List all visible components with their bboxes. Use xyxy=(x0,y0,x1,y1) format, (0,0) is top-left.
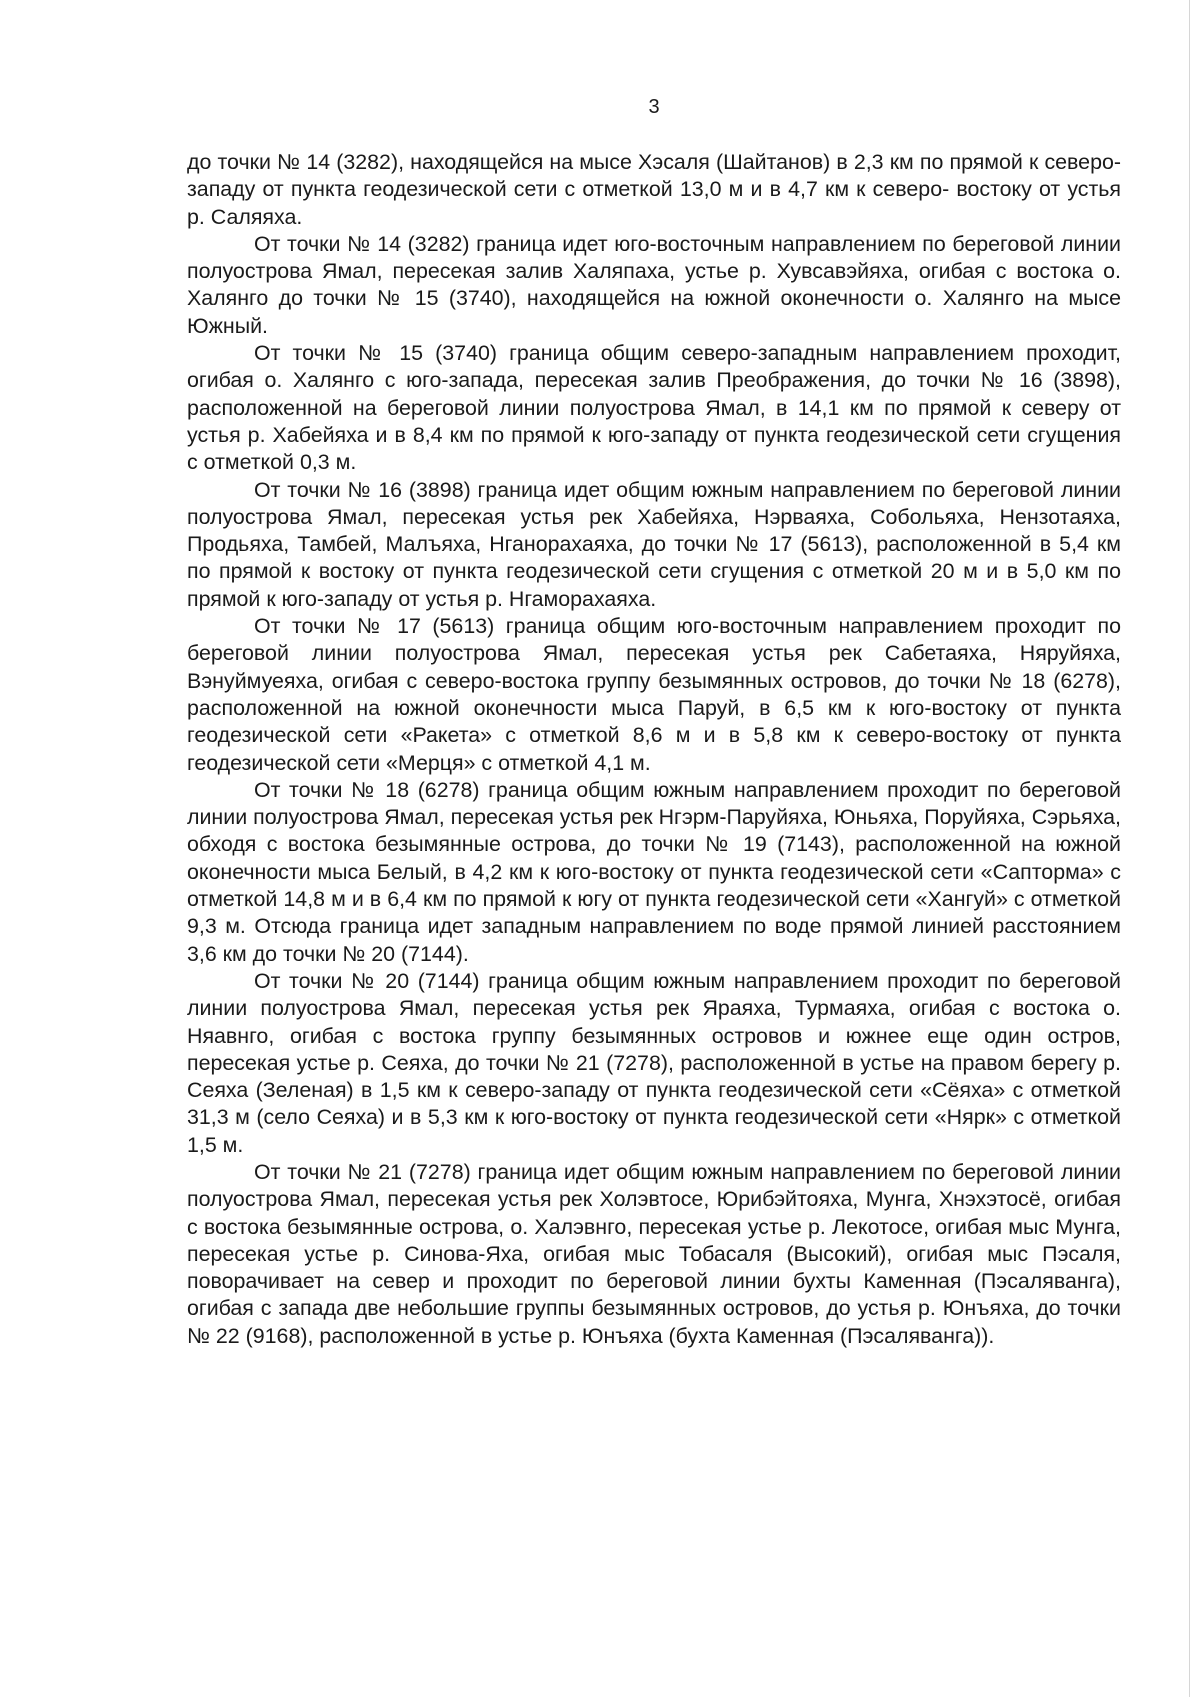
paragraph: От точки № 18 (6278) граница общим южным направлением проходит по береговой линии полуострова Ямал, пересекая устья рек Нгэрм-Паруйяха, Юньяха, Поруйяха, Сэрьяха, обходя с востока безымянные острова, до точки № 19 (7143), расположенной на южной оконечности мыса Белый, в 4,2 км к юго-востоку от пункта геодезической сети «Сапторма» с отметкой 14,8 м и в 6,4 км по прямой к югу от пункта геодезической сети «Хангуй» с отметкой 9,3 м. Отсюда граница идет западным направлением по воде прямой линией расстоянием 3,6 км до точки № 20 (7144). xyxy=(187,777,1121,966)
page-edge-divider xyxy=(1189,0,1190,1697)
paragraph: От точки № 16 (3898) граница идет общим южным направлением по береговой линии полуострова Ямал, пересекая устья рек Хабейяха, Нэрваяха, Собольяха, Нензотаяха, Продьяха, Тамбей, Малъяха, Нганорахаяха, до точки № 17 (5613), расположенной в 5,4 км по прямой к востоку от пункта геодезической сети сгущения с отметкой 20 м и в 5,0 км по прямой к юго-западу от устья р. Нгаморахаяха. xyxy=(187,477,1121,611)
paragraph: до точки № 14 (3282), находящейся на мысе Хэсаля (Шайтанов) в 2,3 км по прямой к северо-западу от пункта геодезической сети с отметкой 13,0 м и в 4,7 км к северо- востоку от устья р. Саляяха. xyxy=(187,150,1121,229)
document-body xyxy=(187,149,1121,1350)
page-number: 3 xyxy=(648,96,660,118)
paragraph: От точки № 20 (7144) граница общим южным направлением проходит по береговой линии полуострова Ямал, пересекая устья рек Яраяха, Турмаяха, огибая с востока о. Няавнго, огибая с востока группу безымянных островов и южнее еще один остров, пересекая устье р. Сеяха, до точки № 21 (7278), расположенной в устье на правом берегу р. Сеяха (Зеленая) в 1,5 км к северо-западу от пункта геодезической сети «Сёяха» с отметкой 31,3 м (село Сеяха) и в 5,3 км к юго-востоку от пункта геодезической сети «Нярк» с отметкой 1,5 м. xyxy=(187,968,1121,1157)
paragraph: От точки № 21 (7278) граница идет общим южным направлением по береговой линии полуострова Ямал, пересекая устья рек Холэвтосе, Юрибэйтояха, Мунга, Хнэхэтосё, огибая с востока безымянные острова, о. Халэвнго, пересекая устье р. Лекотосе, огибая мыс Мунга, пересекая устье р. Синова-Яха, огибая мыс Тобасаля (Высокий), огибая мыс Пэсаля, поворачивает на север и проходит по береговой линии бухты Каменная (Пэсаляванга), огибая с запада две небольшие группы безымянных островов, до устья р. Юнъяха, до точки № 22 (9168), расположенной в устье р. Юнъяха (бухта Каменная (Пэсаляванга)). xyxy=(187,1159,1121,1348)
paragraph: От точки № 14 (3282) граница идет юго-восточным направлением по береговой линии полуострова Ямал, пересекая залив Халяпаха, устье р. Хувсавэйяха, огибая с востока о. Халянго до точки № 15 (3740), находящейся на южной оконечности о. Халянго на мысе Южный. xyxy=(187,231,1121,338)
paragraph: От точки № 15 (3740) граница общим северо-западным направлением проходит, огибая о. Халянго с юго-запада, пересекая залив Преображения, до точки № 16 (3898), расположенной на береговой линии полуострова Ямал, в 14,1 км по прямой к северу от устья р. Хабейяха и в 8,4 км по прямой к юго-западу от пункта геодезической сети сгущения с отметкой 0,3 м. xyxy=(187,341,1121,475)
paragraph: От точки № 17 (5613) граница общим юго-восточным направлением проходит по береговой линии полуострова Ямал, пересекая устья рек Сабетаяха, Няруйяха, Вэнуймуеяха, огибая с северо-востока группу безымянных островов, до точки № 18 (6278), расположенной на южной оконечности мыса Паруй, в 6,5 км к юго-востоку от пункта геодезической сети «Ракета» с отметкой 8,6 м и в 5,8 км к северо-востоку от пункта геодезической сети «Мерця» с отметкой 4,1 м. xyxy=(187,614,1121,775)
